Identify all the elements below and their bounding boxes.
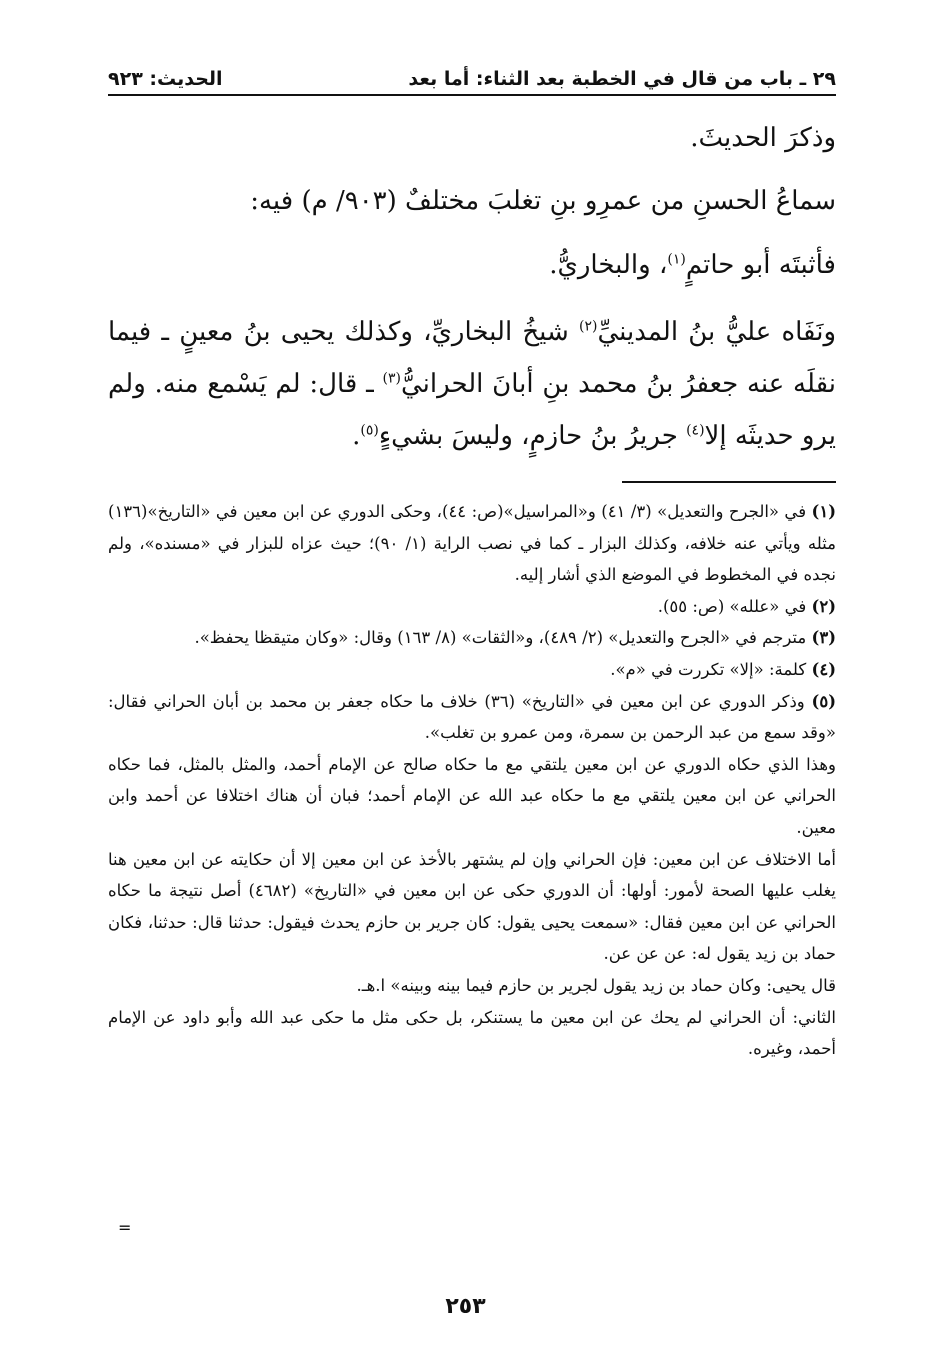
main-paragraph-2: سماعُ الحسنِ من عمرِو بنِ تغلبَ مختلفٌ (٩٠٣/ م) فيه: xyxy=(250,186,836,216)
footnote-text: كلمة: «إلا» تكررت في «م». xyxy=(610,659,812,679)
footnote-number: (٥) xyxy=(811,691,837,711)
main-paragraph-1: وذكرَ الحديثَ. xyxy=(690,123,836,153)
footnote-number: (٢) xyxy=(811,596,836,616)
text-run: ، والبخاريُّ. xyxy=(549,250,668,280)
footnote-5-paragraph-3: أما الاختلاف عن ابن معين: فإن الحراني وإن لم يشتهر بالأخذ عن ابن معين إلا أن حكايته عن ابن معين هنا يغلب عليها الصحة لأمور: أولها: أن الدوري حكى عن ابن معين في «التاريخ» (٤٦٨٢) أصل نتيجة ما حكاه الحراني عن ابن معين فقال: «سمعت يحيى يقول: كان جرير بن حازم يحدث فيقول: حدثنا قال: حدثنا، فكان حماد بن زيد يقول له: عن عن عن. xyxy=(108,849,836,964)
footnotes xyxy=(108,496,836,1065)
running-header xyxy=(108,60,836,96)
text-run: . xyxy=(352,421,361,451)
footnote-2 xyxy=(108,591,836,623)
footnote-ref-3: (٣) xyxy=(382,370,401,387)
footnote-number: (٣) xyxy=(811,628,836,648)
continuation-mark: = xyxy=(118,1218,132,1237)
text-run: ـ قال: لم يَسْمع منه. ولم يرو حديثَه إلا xyxy=(108,369,836,451)
footnote-number: (١) xyxy=(811,502,836,521)
footnote-3 xyxy=(108,622,836,654)
footnote-text: مترجم في «الجرح والتعديل» (٢/ ٤٨٩)، و«الثقات» (٨/ ١٦٣) وقال: «وكان متيقظا يحفظ». xyxy=(194,628,812,648)
footnote-5-paragraph-5: الثاني: أن الحراني لم يحك عن ابن معين ما يستنكر، بل حكى مثل ما حكى عبد الله وأبو داود عن الإمام أحمد، وغيره. xyxy=(108,1007,836,1059)
main-paragraph-4 xyxy=(108,306,836,462)
footnote-text: في «علله» (ص: ٥٥). xyxy=(657,596,812,616)
text-run: فأثبتَه أبو حاتمٍ xyxy=(685,250,836,280)
footnote-ref-4: (٤) xyxy=(686,422,705,439)
chapter-title: ٢٩ ـ باب من قال في الخطبة بعد الثناء: أما بعد xyxy=(408,68,836,90)
footnote-1 xyxy=(108,496,836,591)
footnote-text: وذكر الدوري عن ابن معين في «التاريخ» (٣٦) خلاف ما حكاه جعفر بن محمد بن أبان الحراني فقال: «وقد سمع من عبد الرحمن بن سمرة، ومن عمرو بن تغلب». xyxy=(108,691,836,743)
footnote-separator xyxy=(622,481,836,483)
footnote-5 xyxy=(108,686,836,749)
text-run: ونَفَاه عليُّ بنُ المدينيِّ xyxy=(597,317,836,347)
text-run: شيخُ البخاريِّ، وكذلك يحيى بنُ معينٍ ـ فيما نقلَه عنه جعفرُ بنُ محمد بنِ أبانَ الحرانيُّ xyxy=(108,317,836,399)
footnote-ref-2: (٢) xyxy=(579,318,598,335)
footnote-5-paragraph-2: وهذا الذي حكاه الدوري عن ابن معين يلتقي مع ما حكاه صالح عن الإمام أحمد، والمثل بالمثل، فما حكاه الحراني عن ابن معين يلتقي مع ما حكاه عبد الله عن الإمام أحمد؛ فبان أن هناك اختلافا عن أحمد وابن معين. xyxy=(108,754,836,837)
footnote-number: (٤) xyxy=(811,659,836,679)
footnote-5-paragraph-4: قال يحيى: وكان حماد بن زيد يقول لجرير بن حازم فيما بينه وبينه» ا.هـ. xyxy=(356,975,836,995)
main-text xyxy=(108,112,836,462)
footnote-ref-5: (٥) xyxy=(360,422,379,439)
page-number: ٢٥٣ xyxy=(445,1294,486,1319)
footnote-text: في «الجرح والتعديل» (٣/ ٤١) و«المراسيل»(ص: ٤٤)، وحكى الدوري عن ابن معين في «التاريخ»(١٣٦) مثله ويأتي عنه خلافه، وكذلك البزار ـ كما في نصب الراية (١/ ٩٠)؛ حيث عزاه للبزار في «مسنده»، ولم نجده في المخطوط في الموضع الذي أشار إليه. xyxy=(108,502,836,585)
text-run: جريرُ بنُ حازمٍ، وليسَ بشيءٍ xyxy=(378,421,687,451)
hadith-number: الحديث: ٩٢٣ xyxy=(108,68,223,90)
main-paragraph-3 xyxy=(108,236,836,294)
footnote-ref-1: (١) xyxy=(667,251,686,268)
footnote-4 xyxy=(108,654,836,686)
